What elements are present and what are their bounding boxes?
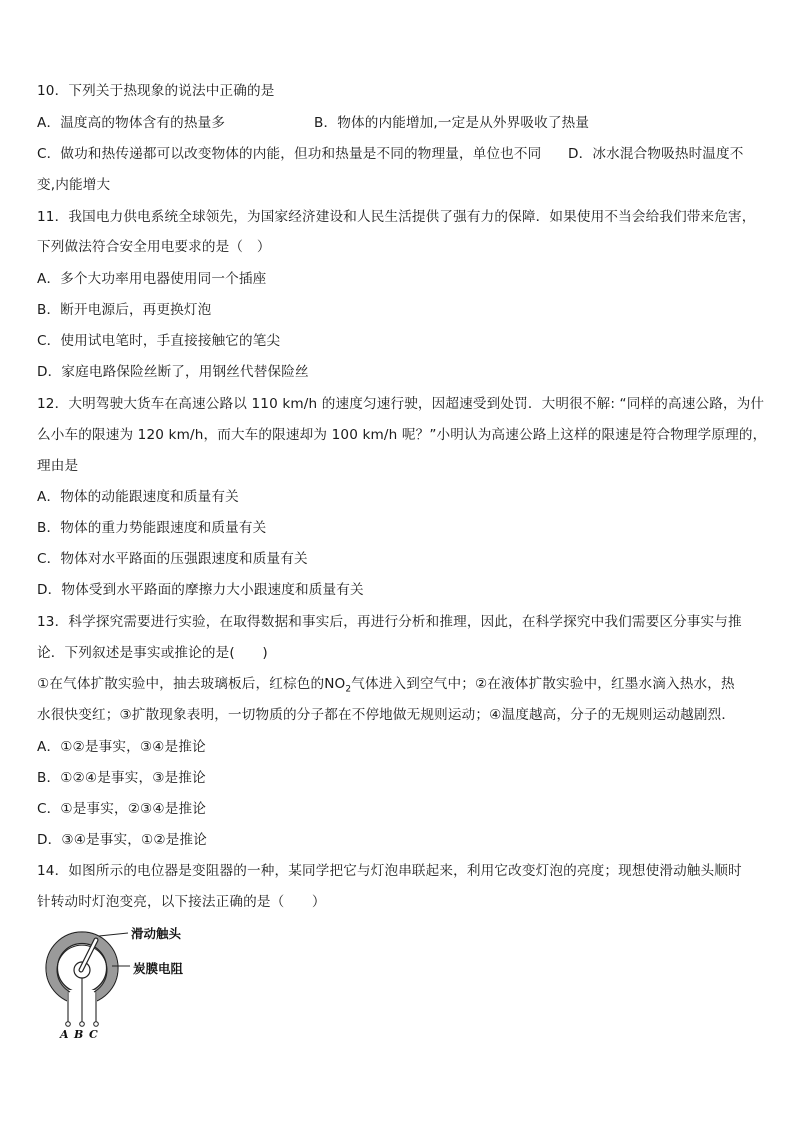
terminal-c-label: C <box>89 1028 98 1041</box>
question-12-stem: 12．大明驾驶大货车在高速公路以 110 km/h 的速度匀速行驶，因超速受到处罚．大明很不解: “同样的高速公路，为什 <box>37 396 765 412</box>
question-13-option-d: D．③④是事实，①②是推论 <box>37 832 207 848</box>
question-11-stem: 11．我国电力供电系统全球领先，为国家经济建设和人民生活提供了强有力的保障．如果使用不当会给我们带来危害， <box>37 209 756 225</box>
question-13-option-a: A．①②是事实，③④是推论 <box>37 739 206 755</box>
question-11-stem-cont: 下列做法符合安全用电要求的是（ ） <box>37 239 271 255</box>
statement-1b: 气体进入到空气中；②在液体扩散实验中，红墨水滴入热水，热 <box>351 676 735 692</box>
label-carbon-film: 炭膜电阻 <box>133 961 184 976</box>
terminal-a-label: A <box>60 1028 69 1041</box>
question-12-option-a: A．物体的动能跟速度和质量有关 <box>37 489 239 505</box>
terminal-c-dot <box>94 1022 99 1027</box>
terminal-b-label: B <box>74 1028 84 1041</box>
question-11-option-b: B．断开电源后，再更换灯泡 <box>37 302 212 318</box>
question-11-option-a: A．多个大功率用电器使用同一个插座 <box>37 271 267 287</box>
question-10-option-d-cont: 变,内能增大 <box>37 177 111 193</box>
question-13-statements-cont: 水很快变红；③扩散现象表明，一切物质的分子都在不停地做无规则运动；④温度越高，分子的无规则运动越剧烈． <box>37 707 736 723</box>
question-13-stem: 13．科学探究需要进行实验，在取得数据和事实后，再进行分析和推理，因此，在科学探究中我们需要区分事实与推 <box>37 614 742 630</box>
question-10-option-c: C．做功和热传递都可以改变物体的内能，但功和热量是不同的物理量，单位也不同 <box>37 146 542 162</box>
question-12-option-c: C．物体对水平路面的压强跟速度和质量有关 <box>37 551 308 567</box>
terminal-b-dot <box>80 1022 85 1027</box>
no2-subscript: 2 <box>345 684 352 695</box>
question-12-option-b: B．物体的重力势能跟速度和质量有关 <box>37 520 267 536</box>
question-11-option-c: C．使用试电笔时，手直接接触它的笔尖 <box>37 333 281 349</box>
statement-1a: ①在气体扩散实验中，抽去玻璃板后，红棕色的NO <box>37 676 346 692</box>
question-13-stem-cont: 论．下列叙述是事实或推论的是( ) <box>37 645 268 661</box>
leader-slider <box>99 933 128 936</box>
question-13-option-b: B．①②④是事实，③是推论 <box>37 770 206 786</box>
potentiometer-figure <box>36 918 236 1043</box>
label-slider-contact: 滑动触头 <box>131 926 182 941</box>
terminal-a-dot <box>66 1022 71 1027</box>
question-10-option-a: A．温度高的物体含有的热量多 <box>37 115 226 131</box>
question-10-option-b: B．物体的内能增加,一定是从外界吸收了热量 <box>314 115 590 131</box>
question-10-stem: 10．下列关于热现象的说法中正确的是 <box>37 83 275 99</box>
question-13-statements <box>37 674 735 694</box>
question-10-option-d: D．冰水混合物吸热时温度不 <box>568 146 744 162</box>
question-12-stem-cont: 么小车的限速为 120 km/h，而大车的限速却为 100 km/h 呢？”小明认为高速公路上这样的限速是符合物理学原理的， <box>37 427 767 443</box>
question-14-stem-cont: 针转动时灯泡变亮，以下接法正确的是（ ） <box>37 894 326 910</box>
question-13-option-c: C．①是事实，②③④是推论 <box>37 801 206 817</box>
question-12-stem-end: 理由是 <box>37 458 79 474</box>
question-11-option-d: D．家庭电路保险丝断了，用钢丝代替保险丝 <box>37 364 309 380</box>
question-14-stem: 14．如图所示的电位器是变阻器的一种，某同学把它与灯泡串联起来，利用它改变灯泡的亮度；现想使滑动触头顺时 <box>37 863 742 879</box>
question-12-option-d: D．物体受到水平路面的摩擦力大小跟速度和质量有关 <box>37 582 364 598</box>
